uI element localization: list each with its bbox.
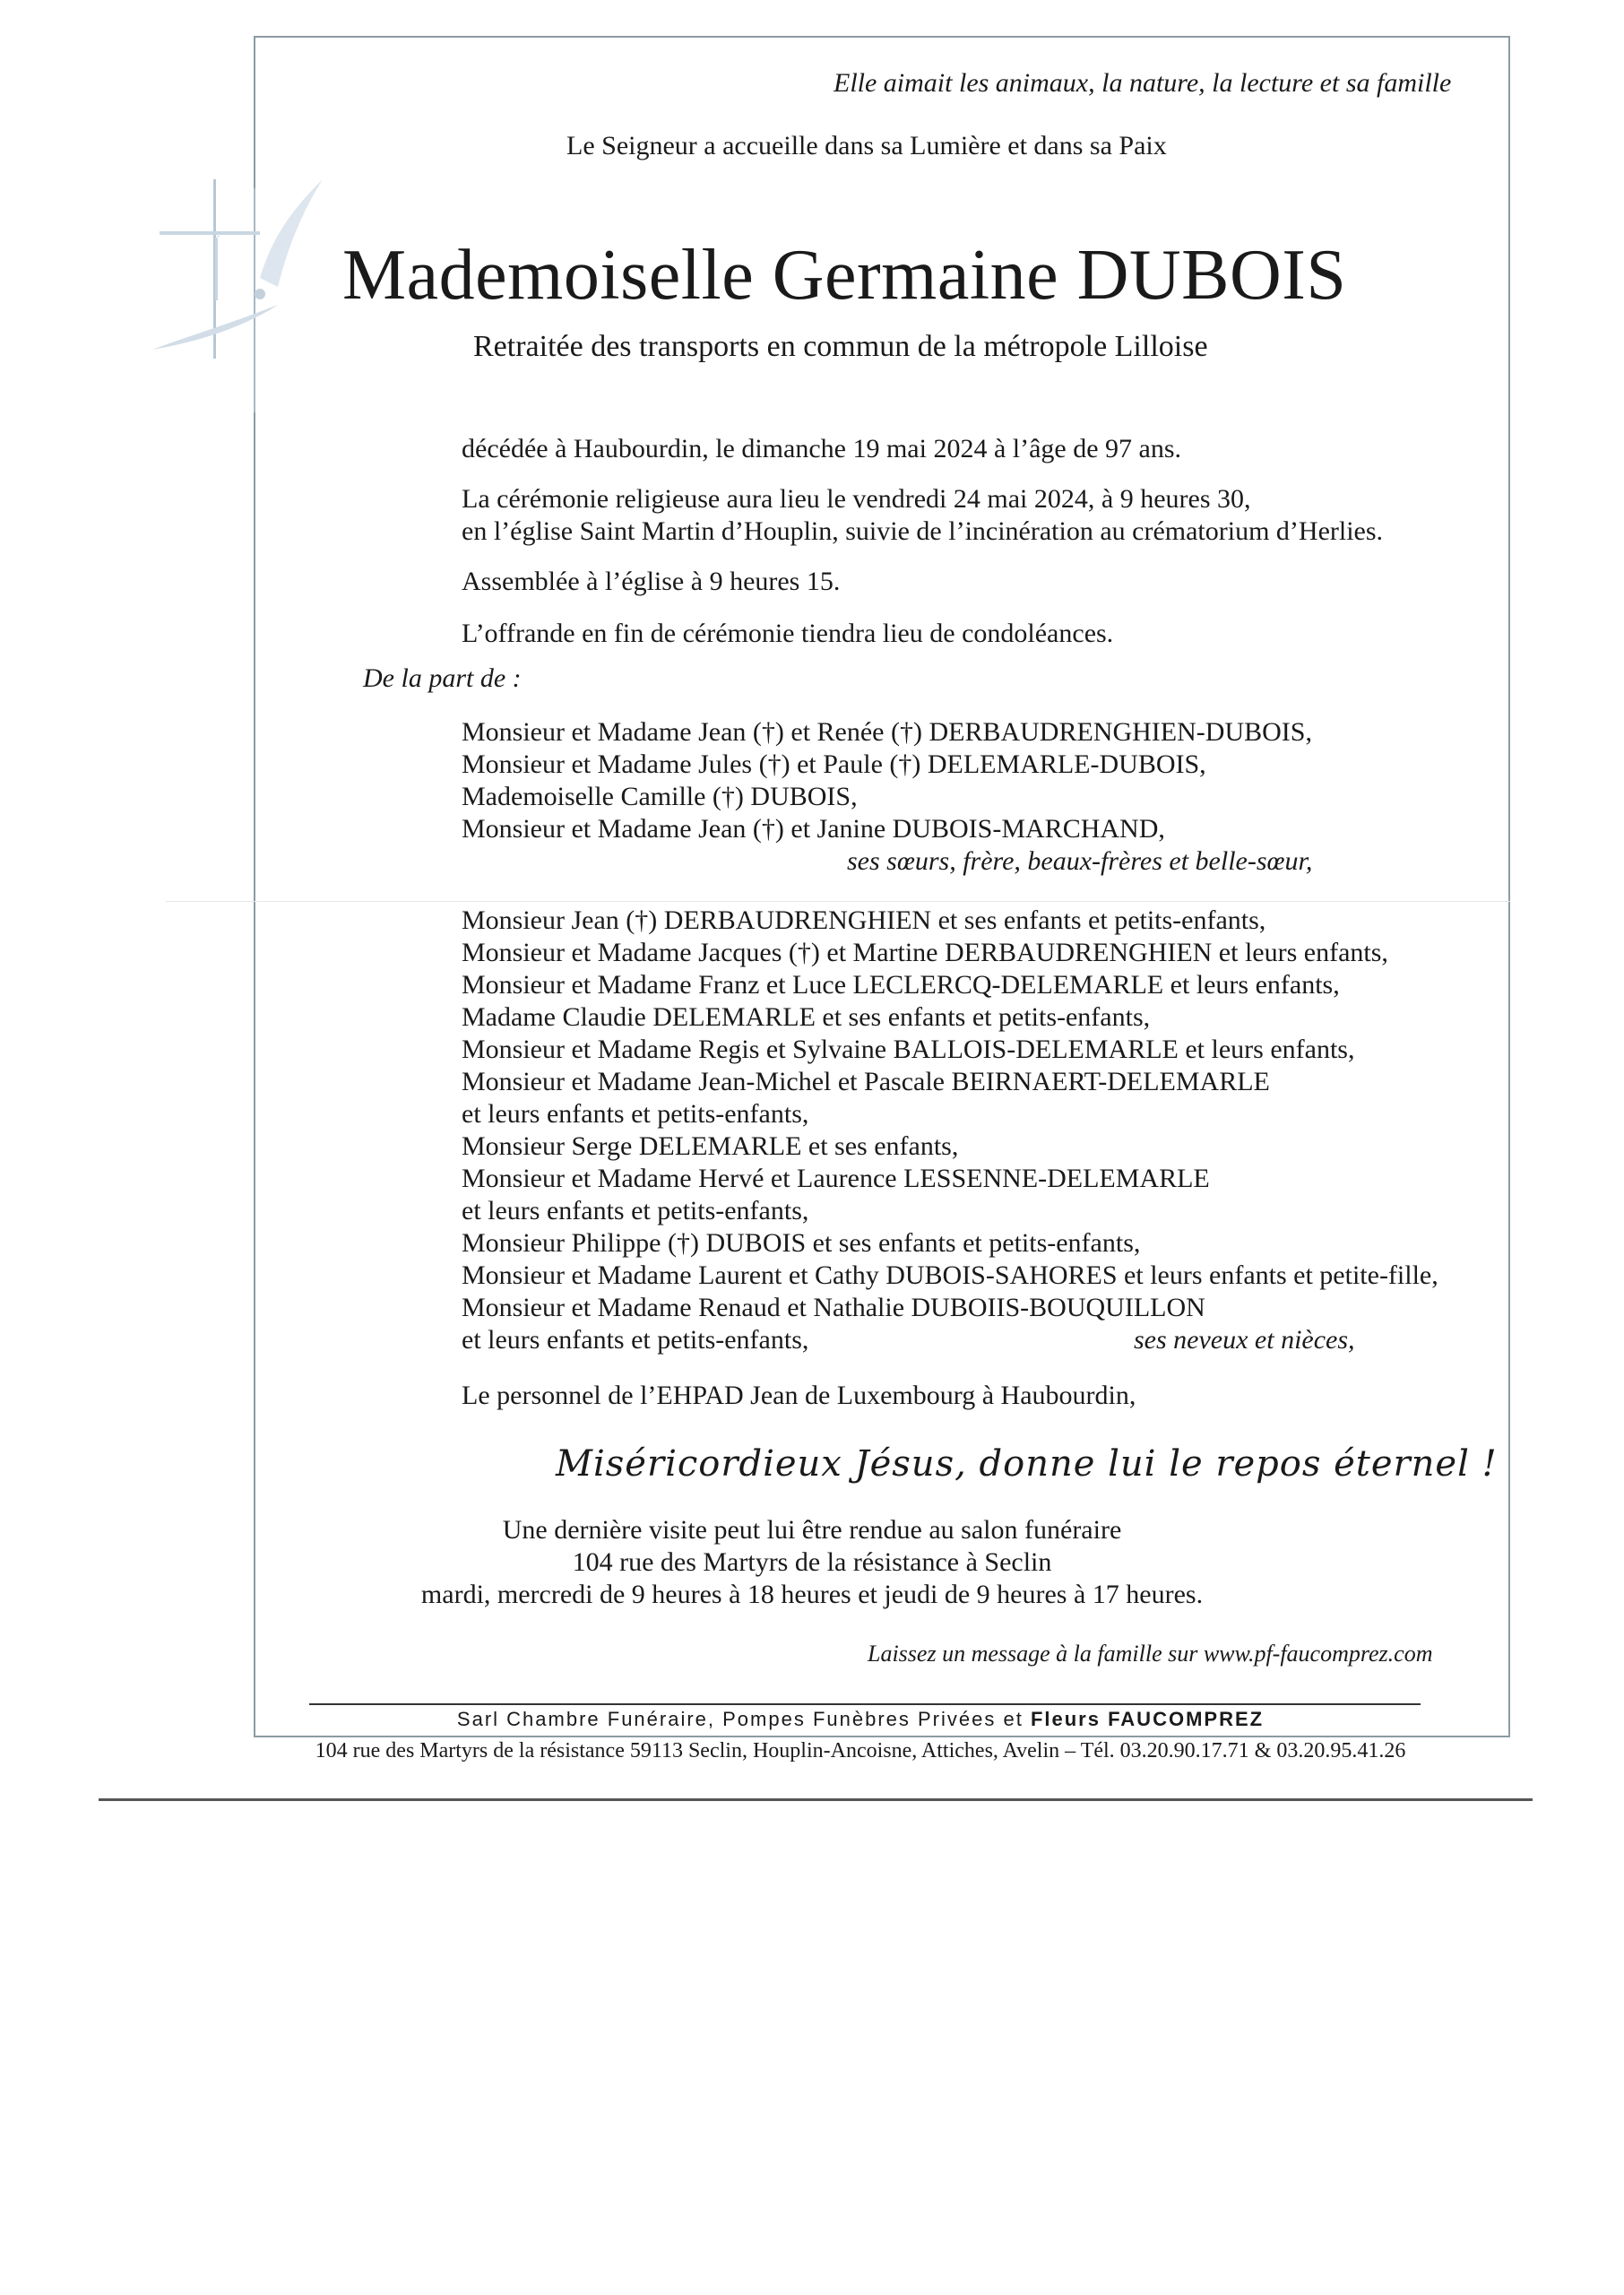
nephew-line: Monsieur Jean (†) DERBAUDRENGHIEN et ses enfants et petits-enfants, [462, 905, 1266, 935]
fold-line [166, 901, 1510, 902]
sibling-line: Mademoiselle Camille (†) DUBOIS, [462, 782, 858, 811]
cross-dove-icon [152, 179, 323, 359]
from-label: De la part de : [363, 663, 522, 693]
sibling-line: Monsieur et Madame Jean (†) et Janine DUBOIS-MARCHAND, [462, 814, 1165, 844]
sibling-line: Monsieur et Madame Jean (†) et Renée (†) DERBAUDRENGHIEN-DUBOIS, [462, 717, 1312, 747]
message-link[interactable]: Laissez un message à la famille sur www.pf-faucomprez.com [868, 1641, 1433, 1667]
nephew-line: et leurs enfants et petits-enfants, [462, 1196, 809, 1225]
offering-line: L’offrande en fin de cérémonie tiendra lieu de condoléances. [462, 619, 1114, 648]
footer-rule [309, 1703, 1421, 1705]
company-address: 104 rue des Martyrs de la résistance 59113 Seclin, Houplin-Ancoisne, Attiches, Avelin – Tél. 03.20.90.17.71 & 03.20.95.41.26 [315, 1739, 1406, 1762]
siblings-relation: ses sœurs, frère, beaux-frères et belle-sœur, [847, 846, 1313, 876]
nephew-line: Monsieur et Madame Jean-Michel et Pascale BEIRNAERT-DELEMARLE [462, 1067, 1270, 1096]
company-name [305, 1708, 1416, 1731]
prayer-line: Miséricordieux Jésus, donne lui le repos éternel ! [556, 1443, 1498, 1485]
assembly-line: Assemblée à l’église à 9 heures 15. [462, 567, 841, 596]
nephew-line: Monsieur et Madame Jacques (†) et Martine DERBAUDRENGHIEN et leurs enfants, [462, 938, 1388, 967]
sibling-line: Monsieur et Madame Jules (†) et Paule (†) DELEMARLE-DUBOIS, [462, 749, 1206, 779]
visit-line-2: 104 rue des Martyrs de la résistance à Seclin [572, 1547, 1052, 1577]
nephew-line: Monsieur et Madame Laurent et Cathy DUBOIS-SAHORES et leurs enfants et petite-fille, [462, 1260, 1438, 1290]
visit-line-1: Une dernière visite peut lui être rendue au salon funéraire [502, 1515, 1122, 1545]
nephew-line: Monsieur et Madame Hervé et Laurence LESSENNE-DELEMARLE [462, 1164, 1210, 1193]
nephew-line: et leurs enfants et petits-enfants, [462, 1099, 809, 1129]
nephews-relation: ses neveux et nièces, [1134, 1325, 1355, 1355]
nephew-line: Monsieur et Madame Franz et Luce LECLERCQ-DELEMARLE et leurs enfants, [462, 970, 1340, 1000]
ceremony-line-2: en l’église Saint Martin d’Houplin, suivie de l’incinération au crématorium d’Herlies. [462, 516, 1384, 546]
page-bottom-edge [99, 1798, 1533, 1801]
ceremony-line-1: La cérémonie religieuse aura lieu le vendredi 24 mai 2024, à 9 heures 30, [462, 484, 1251, 514]
nephew-line: Monsieur et Madame Regis et Sylvaine BALLOIS-DELEMARLE et leurs enfants, [462, 1035, 1355, 1064]
nephew-line: Monsieur Serge DELEMARLE et ses enfants, [462, 1131, 959, 1161]
intro-line: Le Seigneur a accueille dans sa Lumière et dans sa Paix [566, 131, 1167, 160]
deceased-name: Mademoiselle Germaine DUBOIS [342, 236, 1347, 315]
nephew-line: Monsieur Philippe (†) DUBOIS et ses enfants et petits-enfants, [462, 1228, 1141, 1258]
nephew-line: Madame Claudie DELEMARLE et ses enfants et petits-enfants, [462, 1002, 1151, 1032]
company-brand: Fleurs FAUCOMPREZ [1030, 1708, 1265, 1730]
company-prefix: Sarl Chambre Funéraire, Pompes Funèbres Privées et [456, 1708, 1031, 1730]
deceased-line: décédée à Haubourdin, le dimanche 19 mai 2024 à l’âge de 97 ans. [462, 434, 1182, 463]
subtitle-line: Retraitée des transports en commun de la métropole Lilloise [473, 330, 1208, 363]
nephew-line: Monsieur et Madame Renaud et Nathalie DUBOIIS-BOUQUILLON [462, 1293, 1205, 1322]
staff-line: Le personnel de l’EHPAD Jean de Luxembourg à Haubourdin, [462, 1381, 1136, 1410]
quote-line: Elle aimait les animaux, la nature, la lecture et sa famille [834, 68, 1452, 98]
visit-line-3: mardi, mercredi de 9 heures à 18 heures et jeudi de 9 heures à 17 heures. [420, 1580, 1204, 1609]
nephew-line: et leurs enfants et petits-enfants, [462, 1325, 809, 1355]
